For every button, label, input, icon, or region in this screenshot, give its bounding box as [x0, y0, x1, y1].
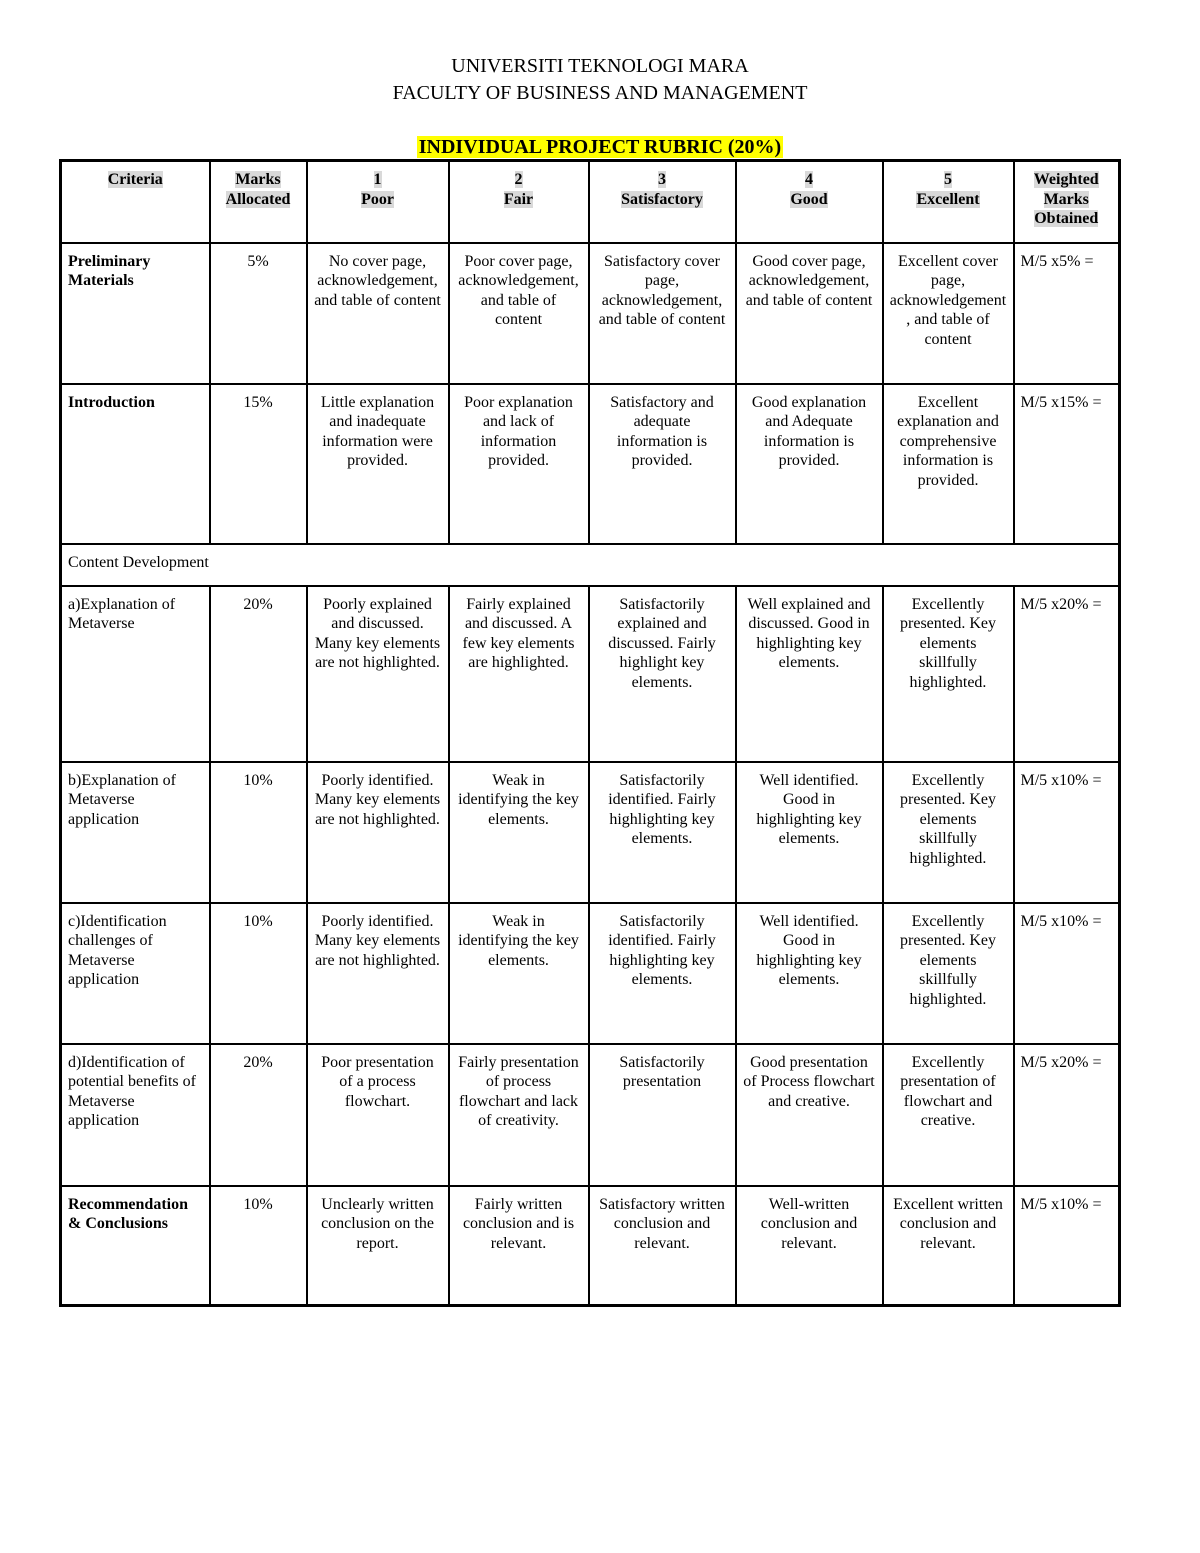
header-satisfactory: 3 Satisfactory — [589, 161, 736, 243]
criteria-cell: Recommendation & Conclusions — [61, 1186, 210, 1306]
poor-cell: No cover page, acknowledgement, and table of content — [307, 243, 449, 384]
poor-cell: Poorly explained and discussed. Many key elements are not highlighted. — [307, 586, 449, 762]
table-header-row — [61, 161, 1120, 243]
excellent-cell: Excellent written conclusion and relevant. — [883, 1186, 1014, 1306]
marks-cell: 10% — [210, 762, 307, 903]
satisfactory-cell: Satisfactory and adequate information is provided. — [589, 384, 736, 544]
table-row — [61, 903, 1120, 1044]
poor-cell: Little explanation and inadequate information were provided. — [307, 384, 449, 544]
satisfactory-cell: Satisfactorily identified. Fairly highlighting key elements. — [589, 903, 736, 1044]
fair-cell: Weak in identifying the key elements. — [449, 903, 589, 1044]
rubric-table — [59, 159, 1121, 1307]
criteria-cell: a)Explanation of Metaverse — [61, 586, 210, 762]
good-cell: Well-written conclusion and relevant. — [736, 1186, 883, 1306]
satisfactory-cell: Satisfactory cover page, acknowledgement, and table of content — [589, 243, 736, 384]
fair-cell: Poor cover page, acknowledgement, and table of content — [449, 243, 589, 384]
criteria-cell: c)Identification challenges of Metaverse application — [61, 903, 210, 1044]
excellent-cell: Excellently presented. Key elements skillfully highlighted. — [883, 762, 1014, 903]
good-cell: Well identified. Good in highlighting key elements. — [736, 903, 883, 1044]
fair-cell: Poor explanation and lack of information provided. — [449, 384, 589, 544]
header-excellent: 5 Excellent — [883, 161, 1014, 243]
weighted-cell: M/5 x10% = — [1014, 903, 1120, 1044]
table-row — [61, 1186, 1120, 1306]
excellent-cell: Excellently presentation of flowchart and creative. — [883, 1044, 1014, 1186]
poor-cell: Poorly identified. Many key elements are not highlighted. — [307, 903, 449, 1044]
rubric-title — [0, 135, 1200, 160]
marks-cell: 5% — [210, 243, 307, 384]
weighted-cell: M/5 x20% = — [1014, 1044, 1120, 1186]
satisfactory-cell: Satisfactorily explained and discussed. Fairly highlight key elements. — [589, 586, 736, 762]
criteria-cell: d)Identification of potential benefits of Metaverse application — [61, 1044, 210, 1186]
weighted-cell: M/5 x10% = — [1014, 1186, 1120, 1306]
marks-cell: 15% — [210, 384, 307, 544]
excellent-cell: Excellent explanation and comprehensive information is provided. — [883, 384, 1014, 544]
header-poor: 1 Poor — [307, 161, 449, 243]
fair-cell: Fairly written conclusion and is relevant. — [449, 1186, 589, 1306]
good-cell: Good presentation of Process flowchart and creative. — [736, 1044, 883, 1186]
excellent-cell: Excellent cover page, acknowledgement, and table of content — [883, 243, 1014, 384]
weighted-cell: M/5 x20% = — [1014, 586, 1120, 762]
section-content-development: Content Development — [61, 544, 1120, 586]
header-weighted: Weighted Marks Obtained — [1014, 161, 1120, 243]
rubric-title-text: INDIVIDUAL PROJECT RUBRIC (20%) — [418, 136, 782, 158]
excellent-cell: Excellently presented. Key elements skillfully highlighted. — [883, 903, 1014, 1044]
header-marks: Marks Allocated — [210, 161, 307, 243]
header-criteria: Criteria — [61, 161, 210, 243]
weighted-cell: M/5 x10% = — [1014, 762, 1120, 903]
weighted-cell: M/5 x15% = — [1014, 384, 1120, 544]
table-row — [61, 586, 1120, 762]
poor-cell: Poor presentation of a process flowchart. — [307, 1044, 449, 1186]
poor-cell: Unclearly written conclusion on the report. — [307, 1186, 449, 1306]
table-row — [61, 243, 1120, 384]
header-good: 4 Good — [736, 161, 883, 243]
weighted-cell: M/5 x5% = — [1014, 243, 1120, 384]
faculty-name: FACULTY OF BUSINESS AND MANAGEMENT — [392, 82, 808, 104]
fair-cell: Fairly presentation of process flowchart and lack of creativity. — [449, 1044, 589, 1186]
satisfactory-cell: Satisfactory written conclusion and relevant. — [589, 1186, 736, 1306]
satisfactory-cell: Satisfactorily identified. Fairly highlighting key elements. — [589, 762, 736, 903]
excellent-cell: Excellently presented. Key elements skillfully highlighted. — [883, 586, 1014, 762]
section-row — [61, 544, 1120, 586]
criteria-cell: b)Explanation of Metaverse application — [61, 762, 210, 903]
fair-cell: Fairly explained and discussed. A few key elements are highlighted. — [449, 586, 589, 762]
criteria-cell: Introduction — [61, 384, 210, 544]
good-cell: Good cover page, acknowledgement, and table of content — [736, 243, 883, 384]
table-row — [61, 762, 1120, 903]
table-row — [61, 1044, 1120, 1186]
good-cell: Well explained and discussed. Good in highlighting key elements. — [736, 586, 883, 762]
marks-cell: 20% — [210, 586, 307, 762]
marks-cell: 20% — [210, 1044, 307, 1186]
table-row — [61, 384, 1120, 544]
satisfactory-cell: Satisfactorily presentation — [589, 1044, 736, 1186]
good-cell: Good explanation and Adequate information is provided. — [736, 384, 883, 544]
criteria-cell: Preliminary Materials — [61, 243, 210, 384]
header-fair: 2 Fair — [449, 161, 589, 243]
poor-cell: Poorly identified. Many key elements are not highlighted. — [307, 762, 449, 903]
fair-cell: Weak in identifying the key elements. — [449, 762, 589, 903]
good-cell: Well identified. Good in highlighting key elements. — [736, 762, 883, 903]
university-name: UNIVERSITI TEKNOLOGI MARA — [451, 55, 749, 77]
marks-cell: 10% — [210, 1186, 307, 1306]
marks-cell: 10% — [210, 903, 307, 1044]
